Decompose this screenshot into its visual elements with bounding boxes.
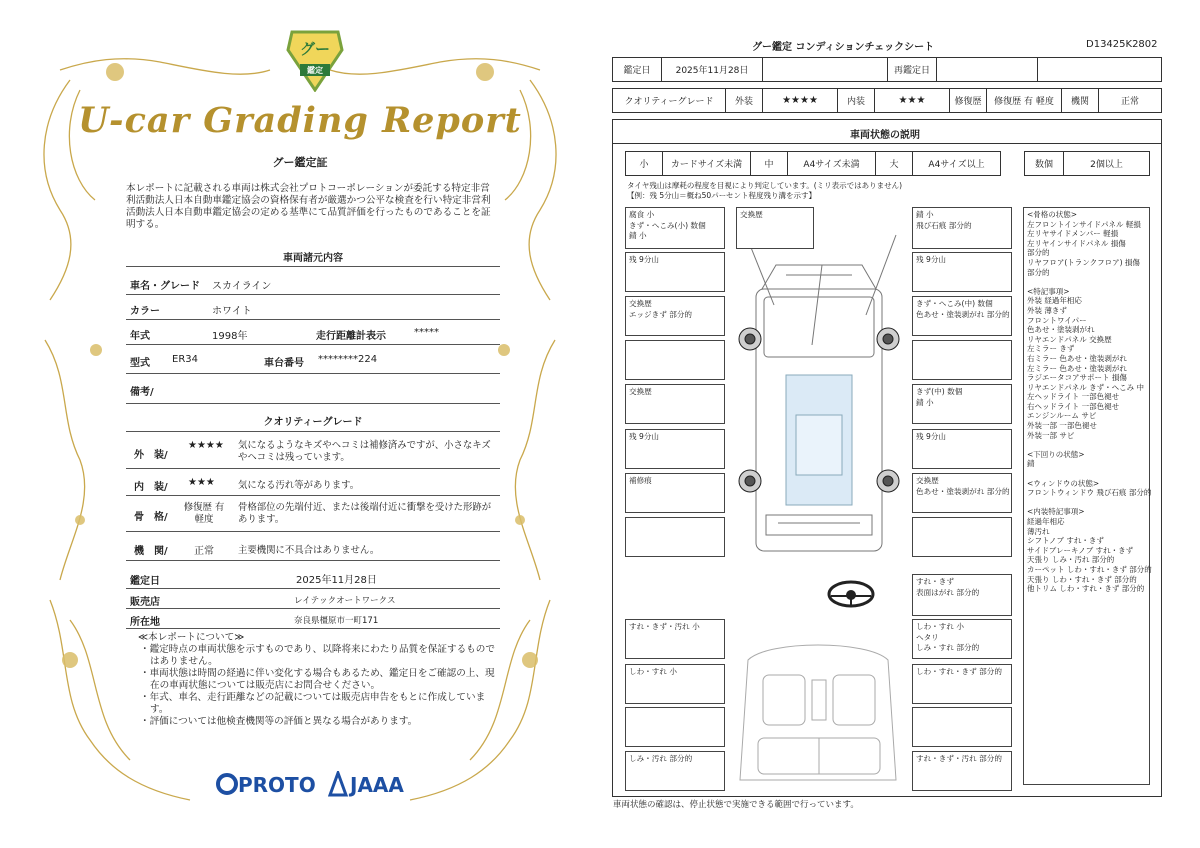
interior-desc: 気になる汚れ等があります。 — [238, 480, 360, 491]
box-line: 残 9分山 — [916, 432, 947, 441]
condition-title: 車両状態の説明 — [850, 130, 920, 141]
box-line: 交換歴 — [629, 299, 652, 308]
jaaa-logo-text: JAAA — [350, 773, 404, 797]
engine-desc: 主要機関に不具合はありません。 — [238, 545, 380, 556]
size-count: 数個 — [1024, 151, 1064, 176]
badge-kantei-text: 鑑定 — [307, 66, 323, 75]
steering-wheel-icon — [826, 578, 876, 610]
note-box-left-4 — [625, 340, 725, 380]
engine-label: 機 関/ — [134, 546, 168, 557]
note-box-right-4 — [912, 340, 1012, 380]
condition-note-line: 右ミラー 色あせ・塗装剥がれ — [1027, 353, 1127, 363]
box-line: しわ・すれ 小 — [629, 667, 677, 676]
size-large-desc: A4サイズ以上 — [912, 151, 1001, 176]
box-line: 残 9分山 — [629, 255, 660, 264]
condition-note-line: <内装特記事項> — [1027, 507, 1085, 517]
vehicle-color-value: ホワイト — [212, 306, 252, 317]
address-label: 所在地 — [130, 617, 160, 628]
condition-note-line: 左ミラー 色あせ・塗装剥がれ — [1027, 363, 1127, 373]
condition-note-line: 薄汚れ — [1027, 526, 1050, 536]
car-exterior-diagram — [726, 205, 912, 555]
interior-label: 内 装/ — [134, 482, 168, 493]
certificate-title: グー鑑定証 — [272, 156, 328, 169]
interior-stars: ★★★ — [874, 88, 950, 113]
box-line: 表面はがれ 部分的 — [916, 587, 980, 597]
date-value: 2025年11月28日 — [661, 57, 763, 82]
note-box-interior-left-3 — [625, 707, 725, 747]
condition-note-line: 色あせ・塗装剥がれ — [1027, 325, 1095, 335]
condition-note-line: 他トリム しわ・すれ・きず 部分的 — [1027, 584, 1145, 594]
condition-note-line: 経過年相応 — [1027, 517, 1065, 526]
vehicle-model-label: 型式 — [130, 358, 150, 369]
box-line: 交換歴 — [629, 387, 652, 396]
note-box-left-6 — [625, 429, 725, 469]
grade-label: クオリティーグレード — [612, 88, 726, 113]
box-line: すれ・きず — [916, 577, 954, 586]
condition-note-line: <下回りの状態> — [1027, 449, 1085, 459]
condition-note-line: エンジンルーム サビ — [1027, 411, 1097, 421]
repair-label: 修復歴 — [949, 88, 987, 113]
box-line: すれ・きず・汚れ 小 — [629, 622, 700, 631]
note-box-left-1 — [625, 207, 725, 249]
divider — [612, 143, 1162, 144]
notes-title: ≪本レポートについて≫ — [138, 632, 245, 643]
condition-note-line: 外装 経過年相応 — [1027, 296, 1082, 306]
repair-value: 修復歴 有 軽度 — [986, 88, 1062, 113]
condition-note-line: 外装一部 一部色褪せ — [1027, 421, 1097, 431]
condition-note-line: 左ヘッドライト 一部色褪せ — [1027, 392, 1120, 402]
note-box-top — [736, 207, 814, 249]
box-line: へタリ — [916, 632, 939, 642]
box-line: 補修痕 — [629, 476, 652, 485]
certificate-body: 本レポートに記載される車両は株式会社プロトコーポレーションが委託する特定非営利活動法人日本自動車鑑定協会の資格保有者が厳選かつ公平な検査を行い特定非営利活動法人日本自動車鑑定協会の定める基準にて品質評価を行ったものであることを証明する。 — [126, 183, 491, 230]
remarks-label: 備考/ — [130, 387, 154, 398]
frame-desc: 骨格部位の先端付近、または後端付近に衝撃を受けた形跡があります。 — [238, 502, 492, 525]
condition-note-line: リヤエンドパネル きず・へこみ 中 — [1027, 382, 1144, 392]
vehicle-name-label: 車名・グレード — [130, 281, 200, 292]
condition-note-line: フロントワイパー — [1027, 315, 1087, 325]
box-line: きず・へこみ(中) 数個 — [916, 299, 993, 308]
condition-notes-list — [1023, 207, 1150, 785]
note-box-right-3 — [912, 296, 1012, 336]
vehicle-color-label: カラー — [130, 306, 160, 317]
condition-note-line: <ウィンドウの状態> — [1027, 478, 1100, 488]
date-label: 鑑定日 — [612, 57, 662, 82]
size-small-desc: カードサイズ未満 — [662, 151, 751, 176]
condition-note-line: 右ヘッドライト 一部色褪せ — [1027, 401, 1120, 411]
note-item: ・鑑定時点の車両状態を示すものであり、以降将来にわたり品質を保証するものではありません。 — [140, 644, 495, 667]
condition-note-line: カーペット しわ・すれ・きず 部分的 — [1027, 564, 1152, 574]
note-box-interior-right-2 — [912, 664, 1012, 704]
exterior-desc: 気になるようなキズやヘコミは補修済みですが、小さなキズやヘコミは残っています。 — [238, 440, 491, 463]
note-box-interior-left-2 — [625, 664, 725, 704]
note-box-right-6 — [912, 429, 1012, 469]
size-count-desc: 2個以上 — [1063, 151, 1150, 176]
box-line: 錆 小 — [916, 210, 934, 219]
note-box-interior-right-4 — [912, 751, 1012, 791]
condition-note-line: 錆 — [1027, 459, 1035, 469]
sheet-footer: 車両状態の確認は、停止状態で実施できる範囲で行っています。 — [613, 800, 859, 810]
note-item: ・年式、車名、走行距離などの記載については販売店申告をもとに作成しています。 — [140, 692, 486, 715]
condition-note-line — [1027, 498, 1146, 508]
condition-note-line: 部分的 — [1027, 267, 1050, 277]
note-box-right-2 — [912, 252, 1012, 292]
proto-logo-text: PROTO — [238, 773, 316, 797]
condition-note-line: <特記事項> — [1027, 286, 1070, 296]
box-line: しわ・すれ 小 — [916, 622, 964, 631]
box-line: 交換歴 — [740, 210, 763, 219]
note-box-left-5 — [625, 384, 725, 424]
box-line: 色あせ・塗装剥がれ 部分的 — [916, 309, 1010, 319]
note-box-interior-right-3 — [912, 707, 1012, 747]
condition-note-line — [1027, 469, 1146, 479]
dealer-label: 販売店 — [130, 597, 160, 608]
badge-goo-text: グー — [299, 40, 330, 58]
condition-note-line: リヤフロア(トランクフロア) 損傷 — [1027, 257, 1140, 267]
condition-note-line: <骨格の状態> — [1027, 210, 1078, 219]
box-line: 飛び石痕 部分的 — [916, 220, 972, 230]
frame-label: 骨 格/ — [134, 512, 168, 523]
note-item: ・車両状態は時間の経過に伴い変化する場合もあるため、鑑定日をご確認の上、現在の車両状態については販売店にお問合せください。 — [140, 668, 495, 691]
box-line: しみ・すれ 部分的 — [916, 643, 980, 652]
reappraisal-value — [936, 57, 1038, 82]
vehicle-model-value: ER34 — [172, 354, 198, 365]
condition-note-line: フロントウィンドウ 飛び石痕 部分的 — [1027, 488, 1152, 498]
size-medium-desc: A4サイズ未満 — [787, 151, 876, 176]
condition-note-line: シフトノブ すれ・きず — [1027, 536, 1104, 546]
condition-note-line: 外装一部 サビ — [1027, 430, 1075, 440]
note-box-right-1 — [912, 207, 1012, 249]
engine-label: 機関 — [1061, 88, 1099, 113]
box-line: しみ・汚れ 部分的 — [629, 754, 693, 763]
box-line: しわ・すれ・きず 部分的 — [916, 667, 1002, 676]
size-medium: 中 — [750, 151, 788, 176]
note-box-right-7 — [912, 473, 1012, 513]
condition-note-line: 外装 薄きず — [1027, 305, 1067, 315]
note-box-left-8 — [625, 517, 725, 557]
interior-stars: ★★★ — [188, 477, 215, 488]
note-box-interior-left-4 — [625, 751, 725, 791]
vehicle-name-value: スカイライン — [212, 281, 272, 292]
condition-note-line: 左フロントインサイドパネル 軽損 — [1027, 219, 1141, 229]
note-box-interior-left-1 — [625, 619, 725, 659]
mileage-value: ***** — [414, 327, 439, 338]
sheet-title: グー鑑定 コンディションチェックシート — [752, 42, 935, 53]
date-spacer — [762, 57, 888, 82]
exterior-stars: ★★★★ — [762, 88, 838, 113]
exterior-stars: ★★★★ — [188, 440, 224, 451]
reappraisal-label: 再鑑定日 — [887, 57, 937, 82]
condition-note-line: 左ミラー きず — [1027, 344, 1075, 354]
exterior-label: 外装 — [725, 88, 763, 113]
car-interior-diagram — [728, 620, 910, 792]
note-box-steering — [912, 574, 1012, 616]
appraisal-date-label: 鑑定日 — [130, 576, 160, 587]
engine-value: 正常 — [1098, 88, 1162, 113]
quality-title: クオリティーグレード — [263, 417, 363, 428]
script-title: U-car Grading Report — [78, 100, 522, 141]
exterior-label: 外 装/ — [134, 450, 168, 461]
size-large: 大 — [875, 151, 913, 176]
dealer-value: レイテックオートワークス — [294, 596, 396, 606]
box-line: きず(中) 数個 — [916, 387, 963, 396]
condition-note-line: 部分的 — [1027, 248, 1050, 258]
box-line: 錆 小 — [629, 231, 647, 240]
box-line: すれ・きず・汚れ 部分的 — [916, 754, 1002, 763]
box-line: きず・へこみ(小) 数個 — [629, 220, 706, 230]
condition-note-line: 左リヤインサイドパネル 損傷 — [1027, 238, 1126, 248]
condition-note-line — [1027, 440, 1146, 450]
note-item: ・評価については他検査機関等の評価と異なる場合があります。 — [140, 716, 418, 727]
condition-note-line: リヤエンドパネル 交換歴 — [1027, 334, 1112, 344]
tire-note-1: タイヤ残山は摩耗の程度を目視により判定しています。(ミリ表示ではありません) — [627, 181, 903, 190]
size-small: 小 — [625, 151, 663, 176]
box-line: 腐食 小 — [629, 210, 655, 219]
condition-note-line: 天張り しみ・汚れ 部分的 — [1027, 555, 1115, 565]
box-line: 残 9分山 — [629, 432, 660, 441]
box-line: 交換歴 — [916, 476, 939, 485]
chassis-value: ********224 — [318, 354, 378, 365]
frame-grade: 修復歴 有 軽度 — [183, 502, 225, 525]
box-line: 錆 小 — [916, 397, 934, 407]
box-line: 色あせ・塗装剥がれ 部分的 — [916, 486, 1010, 496]
specs-title: 車両諸元内容 — [283, 253, 343, 264]
tire-note-2: 【例：残 5分山＝概ね50パーセント程度残り溝を示す】 — [627, 191, 817, 200]
box-line: エッジきず 部分的 — [629, 309, 693, 319]
chassis-label: 車台番号 — [264, 358, 304, 369]
vehicle-year-value: 1998年 — [212, 331, 248, 342]
condition-note-line: サイドブレーキノブ すれ・きず — [1027, 545, 1134, 555]
condition-note-line — [1027, 277, 1146, 287]
note-box-left-3 — [625, 296, 725, 336]
sheet-code: D13425K2802 — [1086, 39, 1158, 50]
address-value: 奈良県橿原市一町171 — [294, 616, 379, 626]
appraisal-date-value: 2025年11月28日 — [296, 575, 377, 586]
vehicle-year-label: 年式 — [130, 331, 150, 342]
condition-note-line: 左リヤサイドメンバー 軽損 — [1027, 229, 1119, 239]
note-box-left-2 — [625, 252, 725, 292]
mileage-label: 走行距離計表示 — [316, 331, 386, 342]
note-box-right-5 — [912, 384, 1012, 424]
engine-grade: 正常 — [194, 546, 214, 557]
interior-label: 内装 — [837, 88, 875, 113]
condition-note-line: ラジエータコアサポート 損傷 — [1027, 373, 1127, 383]
condition-note-line: 天張り しわ・すれ・きず 部分的 — [1027, 574, 1137, 584]
box-line: 残 9分山 — [916, 255, 947, 264]
note-box-right-8 — [912, 517, 1012, 557]
note-box-left-7 — [625, 473, 725, 513]
note-box-interior-right-1 — [912, 619, 1012, 659]
